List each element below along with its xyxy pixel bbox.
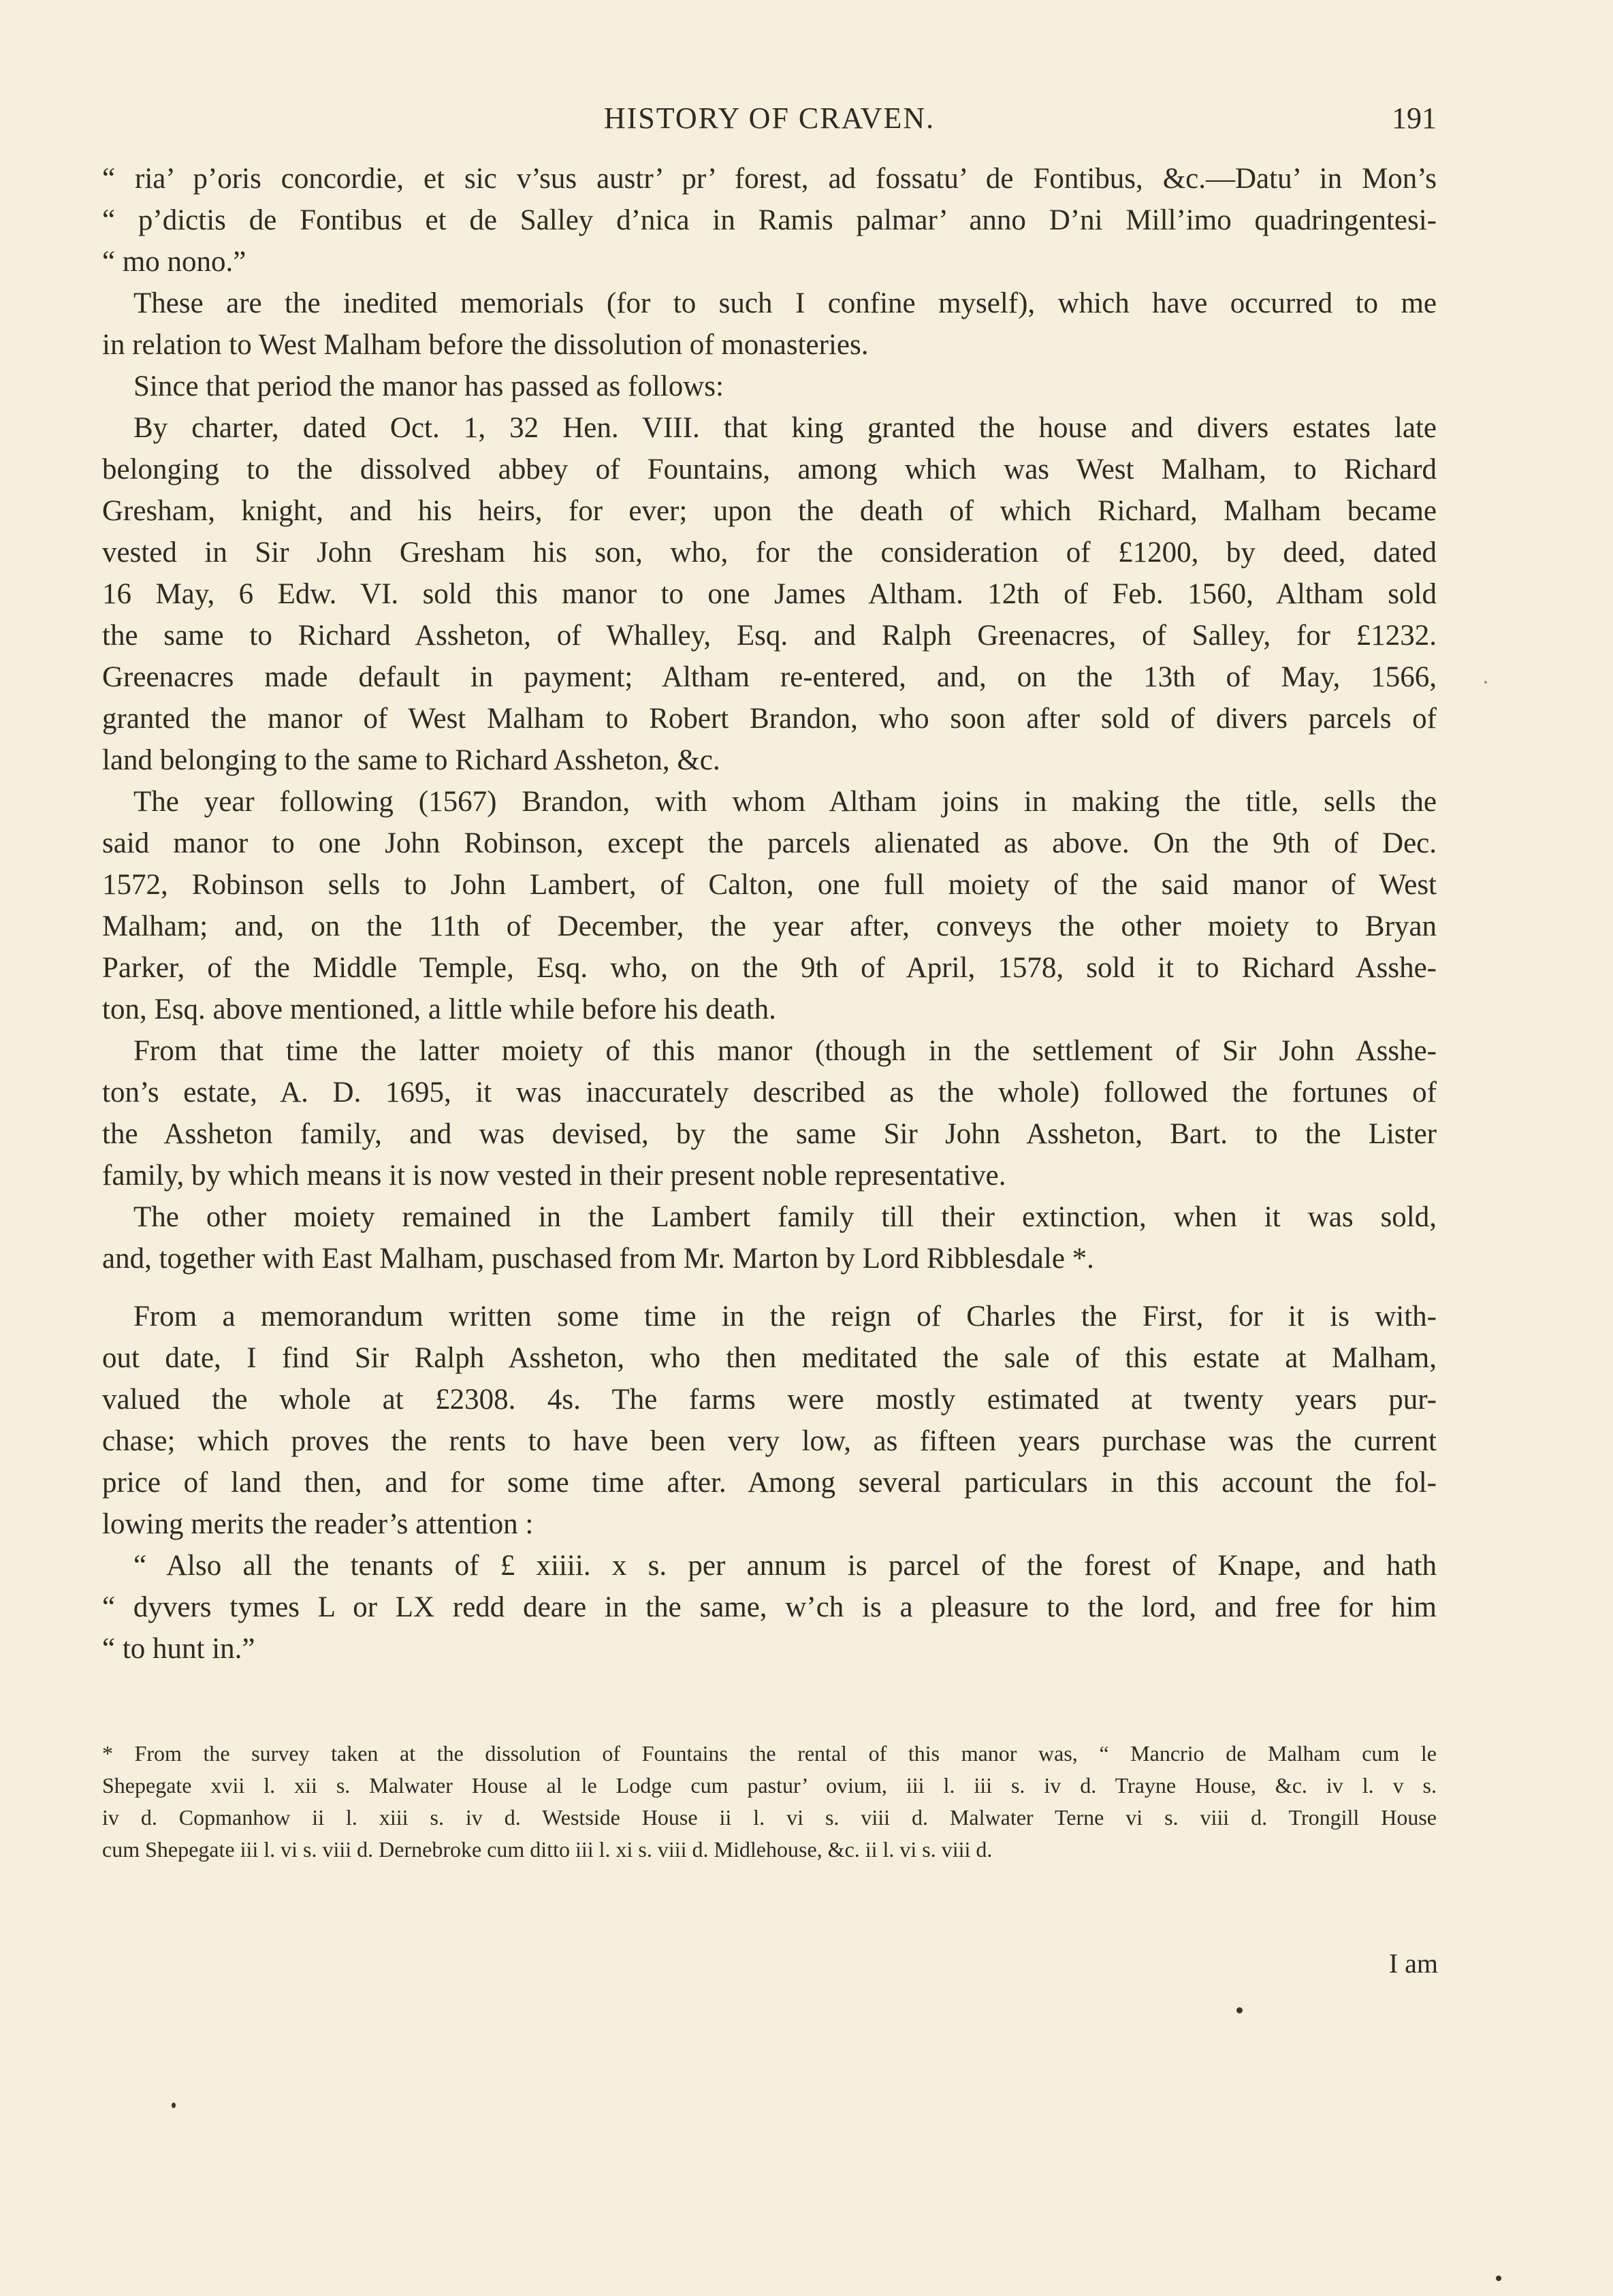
catchword: I am	[1388, 1948, 1438, 1979]
text-line: and, together with East Malham, puschased from Mr. Marton by Lord Ribblesdale *.	[102, 1243, 1094, 1275]
page-number: 191	[1392, 101, 1437, 135]
paper-speck	[1484, 681, 1487, 684]
text-line: By charter, dated Oct. 1, 32 Hen. VIII. that king granted the house and divers estates late	[133, 412, 1437, 444]
paragraph-gap	[102, 1279, 1437, 1296]
text-line: From a memorandum written some time in the reign of Charles the First, for it is with-	[133, 1301, 1437, 1333]
text-line: belonging to the dissolved abbey of Fountains, among which was West Malham, to Richard	[102, 453, 1437, 485]
paper-speck	[1236, 2007, 1243, 2013]
text-line: price of land then, and for some time after. Among several particulars in this account the fol-	[102, 1467, 1437, 1499]
text-line: chase; which proves the rents to have been very low, as fifteen years purchase was the current	[102, 1425, 1437, 1457]
text-line: Gresham, knight, and his heirs, for ever; upon the death of which Richard, Malham became	[102, 495, 1437, 527]
text-line: 1572, Robinson sells to John Lambert, of Calton, one full moiety of the said manor of West	[102, 869, 1437, 901]
text-line: 16 May, 6 Edw. VI. sold this manor to one James Altham. 12th of Feb. 1560, Altham sold	[102, 578, 1437, 610]
text-line: The year following (1567) Brandon, with whom Altham joins in making the title, sells the	[133, 786, 1437, 818]
footnote-line: * From the survey taken at the dissolution of Fountains the rental of this manor was, “ Mancrio de Malham cum le	[102, 1741, 1437, 1766]
body-text	[102, 158, 1437, 1670]
footnote	[102, 1738, 1437, 1866]
text-line: “ p’dictis de Fontibus et de Salley d’nica in Ramis palmar’ anno D’ni Mill’imo quadringentesi-	[102, 204, 1437, 236]
text-line: the same to Richard Assheton, of Whalley, Esq. and Ralph Greenacres, of Salley, for £1232.	[102, 620, 1437, 652]
text-line: lowing merits the reader’s attention :	[102, 1508, 534, 1540]
text-line: These are the inedited memorials (for to such I confine myself), which have occurred to me	[133, 287, 1437, 319]
text-line: Malham; and, on the 11th of December, the year after, conveys the other moiety to Bryan	[102, 910, 1437, 942]
text-line: family, by which means it is now vested in their present noble representative.	[102, 1160, 1006, 1192]
paper-speck	[1496, 2276, 1501, 2281]
text-line: Since that period the manor has passed as follows:	[133, 370, 724, 402]
text-line: granted the manor of West Malham to Robert Brandon, who soon after sold of divers parcels of	[102, 703, 1437, 735]
text-line: vested in Sir John Gresham his son, who, for the consideration of £1200, by deed, dated	[102, 537, 1437, 569]
text-line: ton’s estate, A. D. 1695, it was inaccurately described as the whole) followed the fortunes of	[102, 1077, 1437, 1109]
text-line: Parker, of the Middle Temple, Esq. who, on the 9th of April, 1578, sold it to Richard Asshe-	[102, 952, 1437, 984]
text-line: From that time the latter moiety of this manor (though in the settlement of Sir John Asshe-	[133, 1035, 1437, 1067]
text-line: land belonging to the same to Richard Assheton, &c.	[102, 744, 720, 776]
footnote-line: cum Shepegate iii l. vi s. viii d. Dernebroke cum ditto iii l. xi s. viii d. Midlehouse, &c. ii l. vi s. viii d.	[102, 1837, 993, 1862]
text-line: said manor to one John Robinson, except the parcels alienated as above. On the 9th of Dec.	[102, 827, 1437, 859]
text-line: “ dyvers tymes L or LX redd deare in the same, w’ch is a pleasure to the lord, and free for him	[102, 1591, 1437, 1623]
text-line: “ to hunt in.”	[102, 1633, 255, 1665]
paper-speck	[172, 2103, 176, 2108]
text-line: Greenacres made default in payment; Altham re-entered, and, on the 13th of May, 1566,	[102, 661, 1437, 693]
running-title: HISTORY OF CRAVEN.	[603, 101, 936, 135]
text-line: “ Also all the tenants of £ xiiii. x s. per annum is parcel of the forest of Knape, and hath	[133, 1550, 1437, 1582]
text-line: the Assheton family, and was devised, by the same Sir John Assheton, Bart. to the Lister	[102, 1118, 1437, 1150]
text-line: in relation to West Malham before the dissolution of monasteries.	[102, 329, 869, 361]
text-line: The other moiety remained in the Lambert family till their extinction, when it was sold,	[133, 1201, 1437, 1233]
footnote-line: iv d. Copmanhow ii l. xiii s. iv d. Westside House ii l. vi s. viii d. Malwater Terne vi s. viii d. Trongill House	[102, 1805, 1437, 1830]
page-header	[102, 101, 1437, 142]
text-line: “ mo nono.”	[102, 246, 246, 278]
text-line: “ ria’ p’oris concordie, et sic v’sus austr’ pr’ forest, ad fossatu’ de Fontibus, &c.—Datu’ in Mon’s	[102, 163, 1437, 195]
text-line: out date, I find Sir Ralph Assheton, who then meditated the sale of this estate at Malham,	[102, 1342, 1437, 1374]
footnote-line: Shepegate xvii l. xii s. Malwater House al le Lodge cum pastur’ ovium, iii l. iii s. iv d. Trayne House, &c. iv l. v s.	[102, 1773, 1437, 1798]
text-line: valued the whole at £2308. 4s. The farms were mostly estimated at twenty years pur-	[102, 1384, 1437, 1416]
text-line: ton, Esq. above mentioned, a little while before his death.	[102, 993, 776, 1025]
